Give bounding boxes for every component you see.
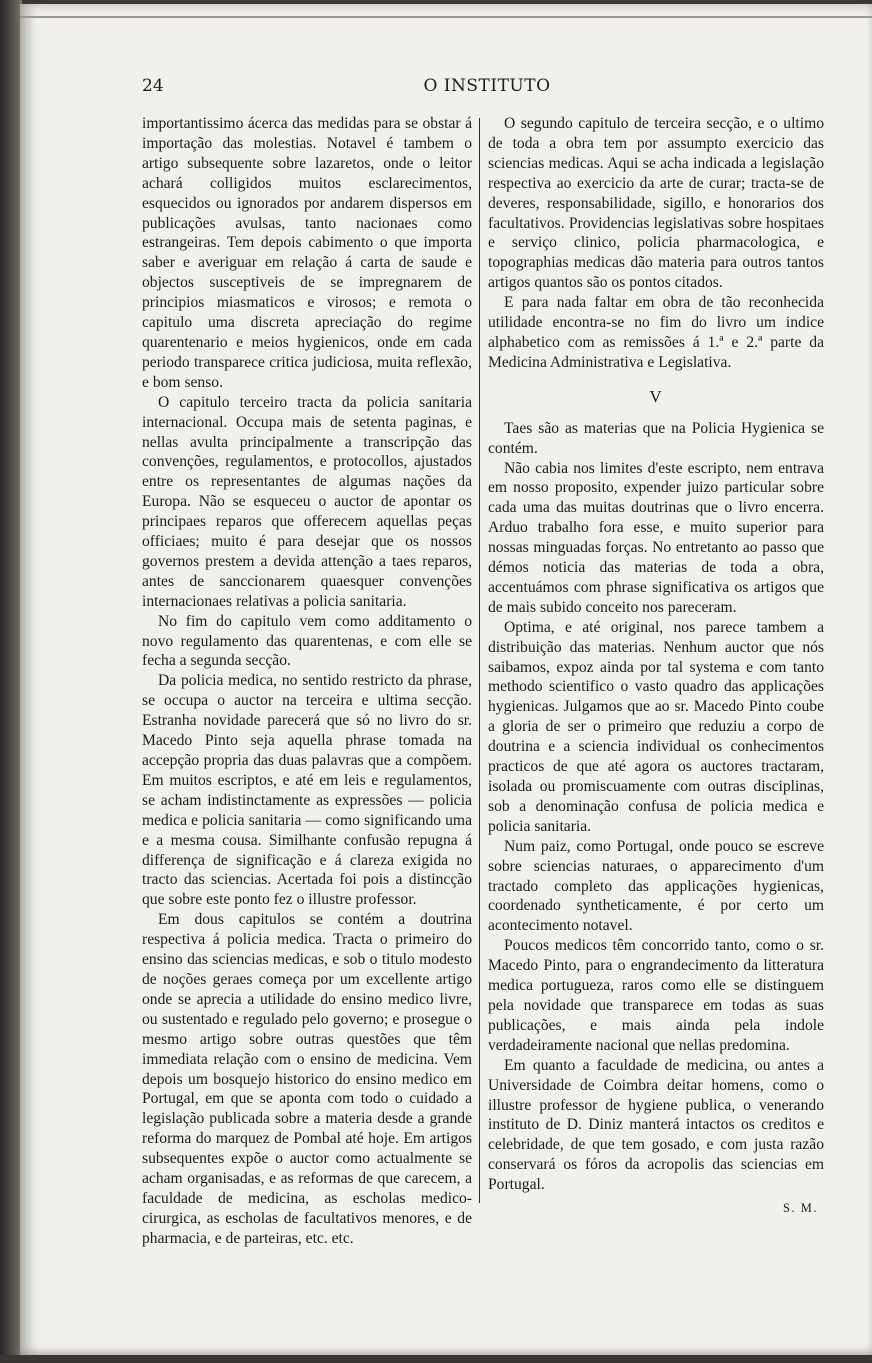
running-title: O INSTITUTO (423, 76, 551, 96)
paragraph: Taes são as materias que na Policia Hygienica se contém. (488, 419, 824, 457)
paragraph: E para nada faltar em obra de tão reconhecida utilidade encontra-se no fim do livro um indice alphabetico com as remissões á 1.ª e 2.ª parte da Medicina Administrativa e Legislativa. (488, 294, 824, 371)
paragraph: Não cabia nos limites d'este escripto, nem entrava em nosso proposito, expender juizo particular sobre cada uma das muitas doutrinas que o livro encerra. Arduo trabalho fora esse, e muito superior para nossas minguadas forças. No entretanto ao passo que démos noticia das materias de toda a obra, accentuámos com phrase significativa os artigos que de mais subido conceito nos pareceram. (488, 459, 824, 616)
paragraph: Em quanto a faculdade de medicina, ou antes a Universidade de Coimbra deitar homens, como o illustre professor de hygiene publica, o venerando instituto de D. Diniz manterá intactos os creditos e celebridade, de que tem gosado, e com justa razão conservará os fóros da acropolis das sciencias em Portugal. (488, 1056, 824, 1194)
paragraph: Poucos medicos têm concorrido tanto, como o sr. Macedo Pinto, para o engrandecimento da litteratura medica portugueza, raros como elle se distinguem pela novidade que transparece em todas as suas publicações, e mais ainda pela indole verdadeiramente nacional que nellas predomina. (488, 937, 824, 1054)
author-signature: S. M. (783, 1201, 818, 1216)
book-binding (0, 0, 22, 1363)
page-header (142, 76, 832, 102)
paragraph: O segundo capitulo de terceira secção, e o ultimo de toda a obra tem por assumpto exercicio das sciencias medicas. Aqui se acha indicada a legislação respectiva ao exercicio da arte de curar; tracta-se de deveres, responsabilidade, sigillo, e honorarios dos facultativos. Providencias legislativas sobre hospitaes e serviço clinico, policia pharmacologica, e topographias medicas dão materia para outros tantos artigos quantos são os pontos citados. (488, 115, 824, 292)
paragraph: importantissimo ácerca das medidas para se obstar á importação das molestias. Notavel é tambem o artigo subsequente sobre lazaretos, onde o leitor achará colligidos muitos esclarecimentos, esquecidos ou ignorados por andarem dispersos em publicações avulsas, tanto nacionaes como estrangeiras. Tem depois cabimento o que importa saber e averiguar em relação á carta de saude e objectos susceptiveis de se impregnarem de principios miasmaticos e virosos; e remota o capitulo uma discreta apreciação do regime quarentenario e meios hygienicos, onde em cada periodo transparece critica judiciosa, muita reflexão, e bom senso. (142, 115, 472, 391)
right-column (488, 114, 824, 1219)
paragraph: Optima, e até original, nos parece tambem a distribuição das materias. Nenhum auctor que nós saibamos, expoz ainda por tal systema e com tanto methodo scientifico o vasto quadro das applicações hygienicas. Julgamos que ao sr. Macedo Pinto coube a gloria de ser o primeiro que reduziu a corpo de doutrina e a sciencia individual os conhecimentos practicos de que até agora os auctores tractaram, isolada ou promiscuamente com outras disciplinas, sob a denominação confusa de policia medica e policia sanitaria. (488, 618, 824, 835)
paragraph: Em dous capitulos se contém a doutrina respectiva á policia medica. Tracta o primeiro do ensino das sciencias medicas, e sob o titulo modesto de noções geraes começa por um excellente artigo onde se aprecia a utilidade do ensino medico livre, ou sustentado e regulado pelo governo; e prosegue o mesmo artigo sobre outras questões que têm immediata relação com o ensino de medicina. Vem depois um bosquejo historico do ensino medico em Portugal, em que se aponta com todo o cuidado a legislação publicada sobre a materia desde a grande reforma do marquez de Pombal até hoje. Em artigos subsequentes expõe o auctor como actualmente se acham organisadas, e as reformas de que carecem, a faculdade de medicina, as escholas medico-cirurgica, as escholas de facultativos menores, e de pharmacia, e de parteiras, etc. etc. (142, 911, 472, 1247)
paragraph: Da policia medica, no sentido restricto da phrase, se occupa o auctor na terceira e ultima secção. Estranha novidade parecerá que só no livro do sr. Macedo Pinto seja aquella phrase tomada na accepção propria das duas palavras que a compõem. Em muitos escriptos, e até em leis e regulamentos, se acham indistinctamente as expressões — policia medica e policia sanitaria — como significando uma e a mesma cousa. Similhante confusão repugna á differença de significação e á clareza exigida no tracto das sciencias. Acertada foi pois a distincção que sobre este ponto fez o illustre professor. (142, 672, 472, 909)
page-number: 24 (142, 76, 164, 96)
page-bottom-edge (0, 1355, 872, 1363)
paragraph: No fim do capitulo vem como additamento o novo regulamento das quarentenas, e com elle se fecha a segunda secção. (142, 612, 472, 670)
page-top-edge (20, 16, 872, 18)
paragraph: Num paiz, como Portugal, onde pouco se escreve sobre sciencias naturaes, o apparecimento d'um tractado completo das applicações hygienicas, coordenado syntheticamente, é por certo um acontecimento notavel. (488, 837, 824, 935)
column-divider (479, 118, 480, 1203)
section-heading: V (649, 386, 663, 406)
paragraph: O capitulo terceiro tracta da policia sanitaria internacional. Occupa mais de setenta paginas, e nellas avulta principalmente a transcripção das convenções, regulamentos, e protocollos, ajustados entre os representantes de algumas nações da Europa. Não se esqueceu o auctor de apontar os principaes reparos que offerecem aquellas peças officiaes; muito é para desejar que os nossos governos prestem a devida attenção a taes reparos, antes de sanccionarem quaesquer convenções internacionaes relativas a policia sanitaria. (142, 393, 472, 610)
left-column (142, 114, 472, 1249)
